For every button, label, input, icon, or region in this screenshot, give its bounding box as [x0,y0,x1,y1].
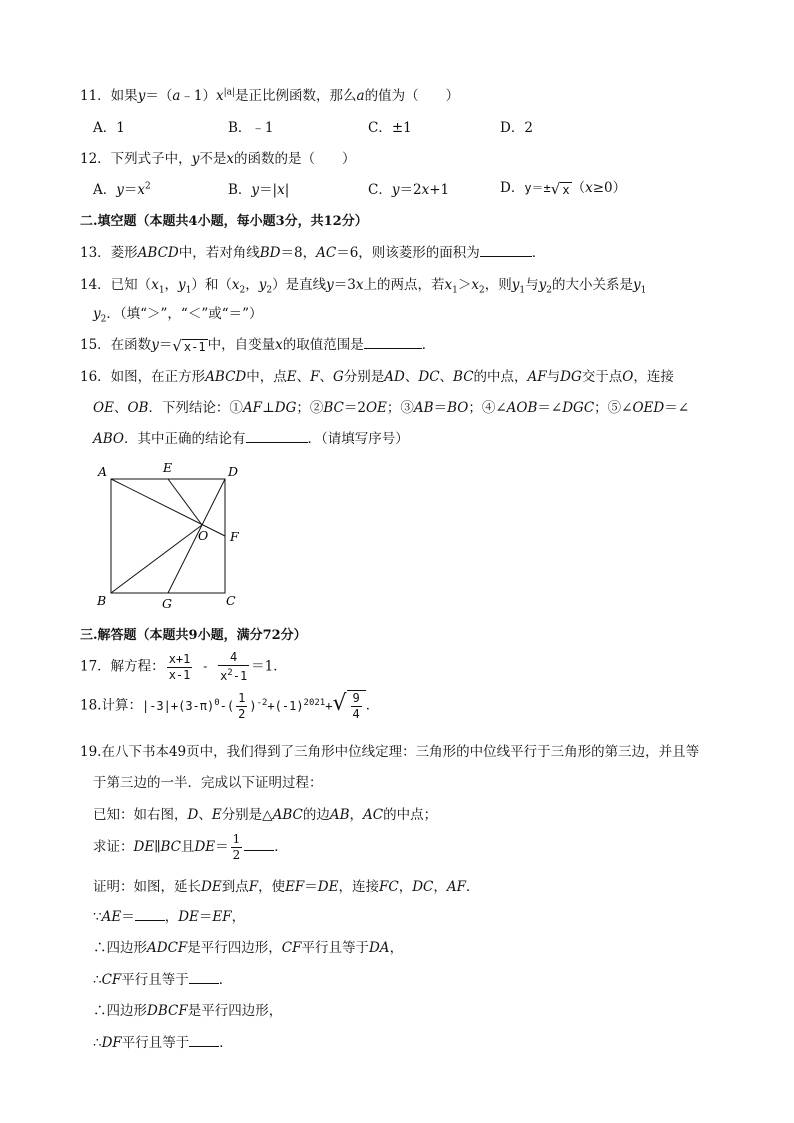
label-b: B [97,593,107,608]
segment-oe [168,479,202,525]
q11-option-b: B．﹣1 [228,120,274,136]
question-16-line3: ABO．其中正确的结论有 ．（请填写序号） [93,431,409,447]
section-2-heading: 二.填空题（本题共4小题，每小题3分，共12分） [80,214,368,229]
question-19-step1: ∵AE＝ ，DE＝EF， [93,909,246,925]
label-c: C [226,593,236,608]
label-f: F [230,529,239,544]
question-16-line2: OE、OB．下列结论：①AF⊥DG；②BC＝2OE；③AB＝BO；④∠AOB＝∠DGC；⑤∠OED＝∠ [93,400,690,416]
segment-ob [111,525,202,593]
question-18: 18.计算：$|-3|+(3-\pi)^0-$( $\frac{1}{2}$ )$^{-2}+(-1)^{2021}+√$ $\frac{9}{4}$ ． [80,690,380,721]
label-a: A [98,464,108,479]
question-11-stem: 11．如果$y=(a﹣1)x^{|a|}$是正比例函数，那么a的值为（ ） [80,87,460,104]
q12-option-c: C．y＝2x+1 [368,182,450,198]
question-16-line1: 16．如图，在正方形ABCD中，点E、F、G分别是AD、DC、BC的中点，AF与DG交于点O，连接 [80,369,674,385]
q11-option-c: C．±1 [368,120,412,136]
question-19-line2: 于第三边的一半．完成以下证明过程： [93,775,323,791]
section-3-heading: 三.解答题（本题共9小题，满分72分） [80,628,307,643]
question-19-step5: ∴DF平行且等于 ． [93,1035,233,1051]
question-19-line1: 19.在八下书本49页中，我们得到了三角形中位线定理：三角形的中位线平行于三角形的第三边，并且等 [80,744,700,760]
label-e: E [163,460,173,475]
label-o: O [198,528,209,543]
question-19-step3: ∴CF平行且等于 ． [93,972,233,988]
q12-option-a: A．$y=x^2$ [93,181,151,198]
q12-option-b: B．y＝|x| [228,182,290,198]
question-19-step2: ∴四边形ADCF是平行四边形，CF平行且等于DA， [93,940,404,956]
question-19-step4: ∴四边形DBCF是平行四边形， [93,1003,283,1019]
question-14-line1: 14．已知（$x_1$，$y_1$）和（$x_2$，$y_2$）是直线y＝3x上的两点，若$x_1>x_2$，则$y_1$与$y_2$的大小关系是$y_1$ [80,277,647,296]
q11-option-d: D．2 [500,120,533,136]
segment-dg [168,479,225,593]
question-12-stem: 12．下列式子中，y不是x的函数的是（ ） [80,151,356,167]
question-13: 13．菱形ABCD中，若对角线BD＝8，AC＝6，则该菱形的面积为 ． [80,245,546,261]
question-19-prove: 求证：DE∥BC且DE＝ $\frac{1}{2}$ ． [93,832,288,862]
q12-option-d: D．y＝±√ x （x≥0） [500,179,627,198]
label-d: D [228,464,239,479]
question-15: 15．在函数y＝√ x-1 中，自变量x的取值范围是 ． [80,336,436,355]
square-figure [88,456,248,612]
question-14-line2: $y_2$．（填“＞”，“＜”或“＝”） [93,306,263,325]
question-17: 17．解方程： $\frac{x+1}{x-1}$ - $\frac{4}{x^2-1}$ ＝1． [80,650,287,683]
q11-option-a: A．1 [93,120,125,136]
question-19-proof: 证明：如图，延长DE到点F，使EF＝DE，连接FC，DC，AF． [93,879,480,895]
label-g: G [162,596,172,611]
question-19-given: 已知：如右图，D、E分别是△ABC的边AB，AC的中点； [93,807,438,823]
